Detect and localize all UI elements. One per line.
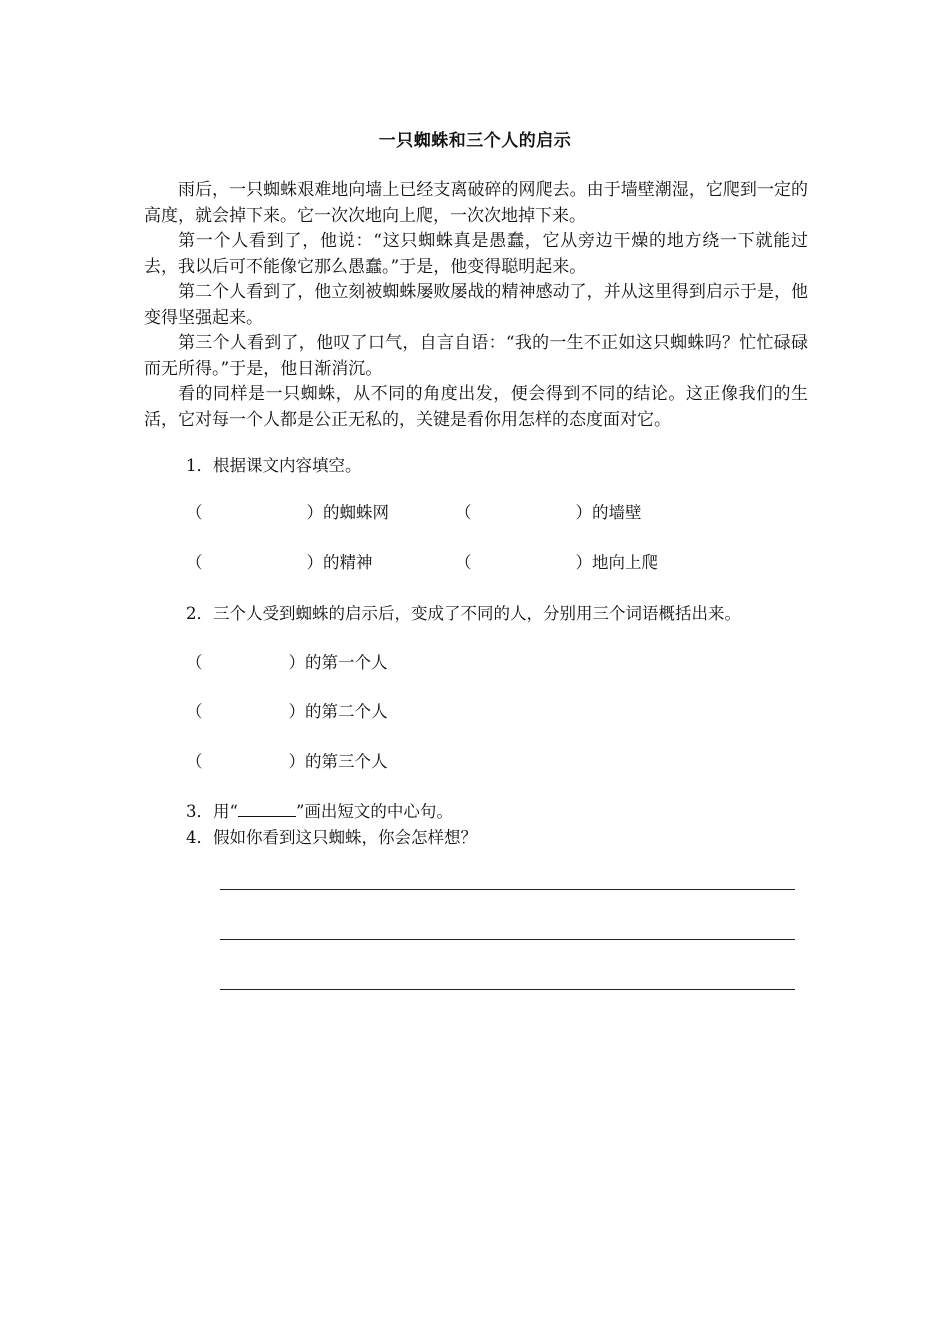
- close-paren: ）: [288, 702, 305, 721]
- close-paren: ）: [306, 503, 323, 522]
- underline-mark: [238, 802, 296, 817]
- blank-suffix: 的墙壁: [592, 503, 642, 522]
- q2-blank-3: [186, 748, 388, 772]
- q1-blank-1: [186, 499, 389, 523]
- close-paren: ）: [306, 553, 323, 572]
- open-paren: （: [186, 503, 203, 522]
- q3-prefix: 3．用“: [186, 802, 238, 821]
- q1-blank-3: [186, 549, 373, 573]
- q3-suffix: ”画出短文的中心句。: [295, 802, 453, 821]
- question-3-label: [186, 798, 453, 822]
- blank-suffix: 的第二个人: [305, 702, 388, 721]
- close-paren: ）: [288, 752, 305, 771]
- question-1-label: 1．根据课文内容填空。: [186, 456, 362, 475]
- answer-line[interactable]: [220, 939, 795, 940]
- open-paren: （: [455, 553, 472, 572]
- passage-paragraph: 雨后，一只蜘蛛艰难地向墙上已经支离破碎的网爬去。由于墙壁潮湿，它爬到一定的高度，就会掉下来。它一次次地向上爬，一次次地掉下来。: [144, 180, 808, 226]
- open-paren: （: [186, 702, 203, 721]
- blank-suffix: 的精神: [323, 553, 373, 572]
- blank-suffix: 地向上爬: [592, 553, 658, 572]
- open-paren: （: [186, 752, 203, 771]
- q1-blank-4: [455, 549, 658, 573]
- question-2-label: 2．三个人受到蜘蛛的启示后，变成了不同的人，分别用三个词语概括出来。: [186, 604, 741, 623]
- passage-paragraph: 第二个人看到了，他立刻被蜘蛛屡败屡战的精神感动了，并从这里得到启示于是，他变得坚强起来。: [144, 282, 808, 328]
- answer-line[interactable]: [220, 989, 795, 990]
- close-paren: ）: [575, 503, 592, 522]
- answer-line[interactable]: [220, 889, 795, 890]
- close-paren: ）: [575, 553, 592, 572]
- page-title: 一只蜘蛛和三个人的启示: [378, 131, 572, 151]
- q2-blank-1: [186, 649, 388, 673]
- open-paren: （: [455, 503, 472, 522]
- q2-blank-2: [186, 698, 388, 722]
- blank-suffix: 的第三个人: [305, 752, 388, 771]
- passage: [144, 178, 808, 433]
- open-paren: （: [186, 653, 203, 672]
- blank-suffix: 的第一个人: [305, 653, 388, 672]
- question-4-label: 4．假如你看到这只蜘蛛，你会怎样想？: [186, 828, 477, 847]
- close-paren: ）: [288, 653, 305, 672]
- q1-blank-2: [455, 499, 642, 523]
- open-paren: （: [186, 553, 203, 572]
- blank-suffix: 的蜘蛛网: [323, 503, 389, 522]
- passage-paragraph: 看的同样是一只蜘蛛，从不同的角度出发，便会得到不同的结论。这正像我们的生活，它对每一个人都是公正无私的，关键是看你用怎样的态度面对它。: [144, 384, 808, 430]
- passage-paragraph: 第一个人看到了，他说：“这只蜘蛛真是愚蠢，它从旁边干燥的地方绕一下就能过去，我以后可不能像它那么愚蠢。”于是，他变得聪明起来。: [144, 231, 808, 277]
- passage-paragraph: 第三个人看到了，他叹了口气，自言自语：“我的一生不正如这只蜘蛛吗？忙忙碌碌而无所得。”于是，他日渐消沉。: [144, 333, 808, 379]
